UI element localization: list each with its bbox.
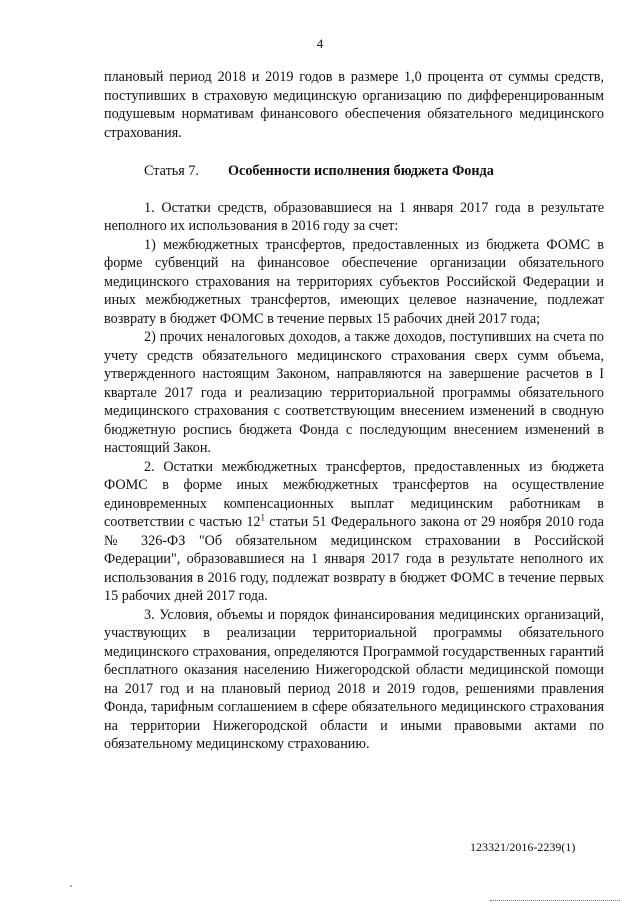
paragraph-2-text-a: 2. Остатки межбюджетных трансфертов, предоставленных из бюджета ФОМС в форме иных межбюджетных трансфертов на осуществление единовременных компенсационных выплат медицинским работникам в соответствии с частью 12 <box>104 458 604 530</box>
document-code: 123321/2016-2239(1) <box>470 840 576 854</box>
paragraph-1-item-1: 1) межбюджетных трансфертов, предоставленных из бюджета ФОМС в форме субвенций на финансовое обеспечение организации обязательного медицинского страхования на территориях субъектов Российской Федерации и иных межбюджетных трансфертов, имеющих целевое назначение, подлежат возврату в бюджет ФОМС в течение первых 15 рабочих дней 2017 года; <box>104 236 604 327</box>
paragraph-1: 1. Остатки средств, образовавшиеся на 1 января 2017 года в результате неполного их использования в 2016 году за счет: <box>104 199 604 234</box>
article-heading <box>104 162 604 181</box>
paragraph-2-text-b: статьи 51 Федерального закона от 29 ноября 2010 года № 326-ФЗ "Об обязательном медицинском страховании в Российской Федерации", образовавшиеся на 1 января 2017 года в результате неполного их использования в 2016 году, подлежат возврату в бюджет ФОМС в течение первых 15 рабочих дней 2017 года. <box>104 514 604 604</box>
paragraph-continuation: плановый период 2018 и 2019 годов в размере 1,0 процента от суммы средств, поступивших в страховую медицинскую организацию по дифференцированным подушевым нормативам финансового обеспечения обязательного медицинского страхования. <box>104 69 604 141</box>
superscript-index: 1 <box>260 512 266 523</box>
paragraph-2 <box>104 458 604 606</box>
scan-artifact-dot <box>70 885 72 887</box>
scan-artifact-line <box>490 900 620 903</box>
paragraph-1-item-2: 2) прочих неналоговых доходов, а также доходов, поступивших на счета по учету средств обязательного медицинского страхования сверх сумм объема, утвержденного настоящим Законом, направляются на завершение расчетов в I квартале 2017 года и реализацию территориальной программы обязательного медицинского страхования с соответствующим внесением изменений в сводную бюджетную роспись бюджета Фонда с последующим внесением изменений в настоящий Закон. <box>104 329 604 456</box>
paragraph-3: 3. Условия, объемы и порядок финансирования медицинских организаций, участвующих в реализации территориальной программы обязательного медицинского страхования, определяются Программой государственных гарантий бесплатного оказания населению Нижегородской области медицинской помощи на 2017 год и на плановый период 2018 и 2019 годов, решениями правления Фонда, тарифным соглашением в сфере обязательного медицинского страхования на территории Нижегородской области и иными правовыми актами по обязательному медицинскому страхованию. <box>104 606 604 752</box>
article-number: Статья 7. <box>144 163 199 179</box>
document-body <box>104 68 604 754</box>
article-title: Особенности исполнения бюджета Фонда <box>228 163 494 179</box>
page-number: 4 <box>316 36 324 51</box>
